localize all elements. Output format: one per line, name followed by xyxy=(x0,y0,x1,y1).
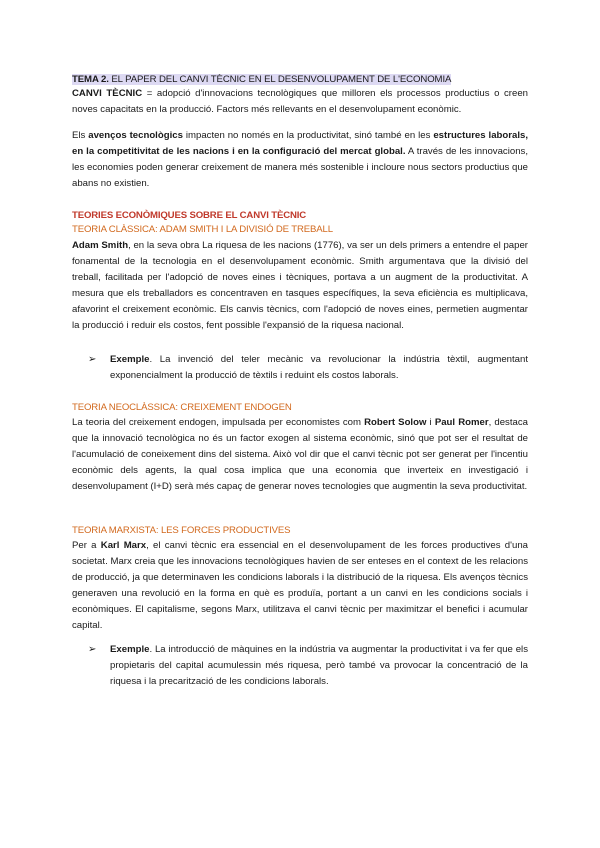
title-text: EL PAPER DEL CANVI TÈCNIC EN EL DESENVOLUPAMENT DE L'ECONOMIA xyxy=(108,74,452,85)
arrow-bullet-icon: ➢ xyxy=(88,644,97,655)
neoclassica-paragraph: La teoria del creixement endogen, impulsada per economistes com Robert Solow i Paul Romer, destaca que la innovació tecnològica no és un factor exogen al sistema econòmic, sinó que pot ser el resultat de l'acumulació de coneixement dins del sistema. Això vol dir que el canvi tècnic pot ser generat per l'incentiu econòmic dels agents, la qual cosa implica que una economia que inverteix en investigació i desenvolupament (I+D) serà més capaç de generar noves tecnologies que augmentin la seva productivitat. xyxy=(72,417,528,492)
marxista-heading: TEORIA MARXISTA: LES FORCES PRODUCTIVES xyxy=(72,525,291,536)
definition-text: = adopció d'innovacions tecnològiques que milloren els processos productius o creen noves capacitats en la producció. Factors més rellevants en el desenvolupament econòmic. xyxy=(72,88,529,115)
section-heading: TEORIES ECONÒMIQUES SOBRE EL CANVI TÈCNIC xyxy=(72,210,307,221)
definition-term: CANVI TÈCNIC xyxy=(72,88,143,99)
marxista-paragraph: Per a Karl Marx, el canvi tècnic era essencial en el desenvolupament de les forces productives d'una societat. Marx creia que les innovacions tecnològiques havien de ser enteses en el context de les relacions de producció, ja que determinaven les condicions laborals i la distribució de la riquesa. Els avenços tècnics generaven una revolució en la forma en què es produïa, portant a un canvi en les condicions socials i econòmiques. El capitalisme, segons Marx, utilitzava el canvi tècnic per maximitzar el benefici i acumular capital. xyxy=(72,540,528,631)
title-prefix: TEMA 2. xyxy=(72,74,109,85)
definition-paragraph xyxy=(72,86,528,118)
neoclassica-heading: TEORIA NEOCLÀSSICA: CREIXEMENT ENDOGEN xyxy=(72,402,292,413)
intro-paragraph: Els avenços tecnològics impacten no només en la productivitat, sinó també en les estructures laborals, en la competitivitat de les nacions i en la configuració del mercat global. A través de les innovacions, les economies poden generar creixement de manera més sostenible i incloure nous sectors productius que abans no existien. xyxy=(72,130,528,189)
classica-paragraph: Adam Smith, en la seva obra La riquesa de les nacions (1776), va ser un dels primers a entendre el paper fonamental de la tecnologia en el desenvolupament econòmic. Smith argumentava que la divisió del treball, facilitada per l'adopció de noves eines i tècniques, portava a un augment de la productivitat. A mesura que els treballadors es concentraven en tasques específiques, la seva eficiència es multiplicava, afavorint el creixement econòmic. Els canvis tècnics, com l'adopció de noves eines, permetien augmentar la producció i reduir els costos, fent possible l'expansió de la riquesa nacional. xyxy=(72,240,528,331)
arrow-bullet-icon: ➢ xyxy=(88,354,97,365)
classica-example-text: Exemple. La invenció del teler mecànic va revolucionar la indústria tèxtil, augmentant exponencialment la producció de tèxtils i reduint els costos laborals. xyxy=(110,354,528,381)
marxista-example-text: Exemple. La introducció de màquines en la indústria va augmentar la productivitat i va fer que els propietaris del capital acumulessin més riquesa, però també va provocar la concentració de la riquesa i la precarització de les condicions laborals. xyxy=(110,644,528,687)
classica-heading: TEORIA CLÀSSICA: ADAM SMITH I LA DIVISIÓ DE TREBALL xyxy=(72,224,333,235)
